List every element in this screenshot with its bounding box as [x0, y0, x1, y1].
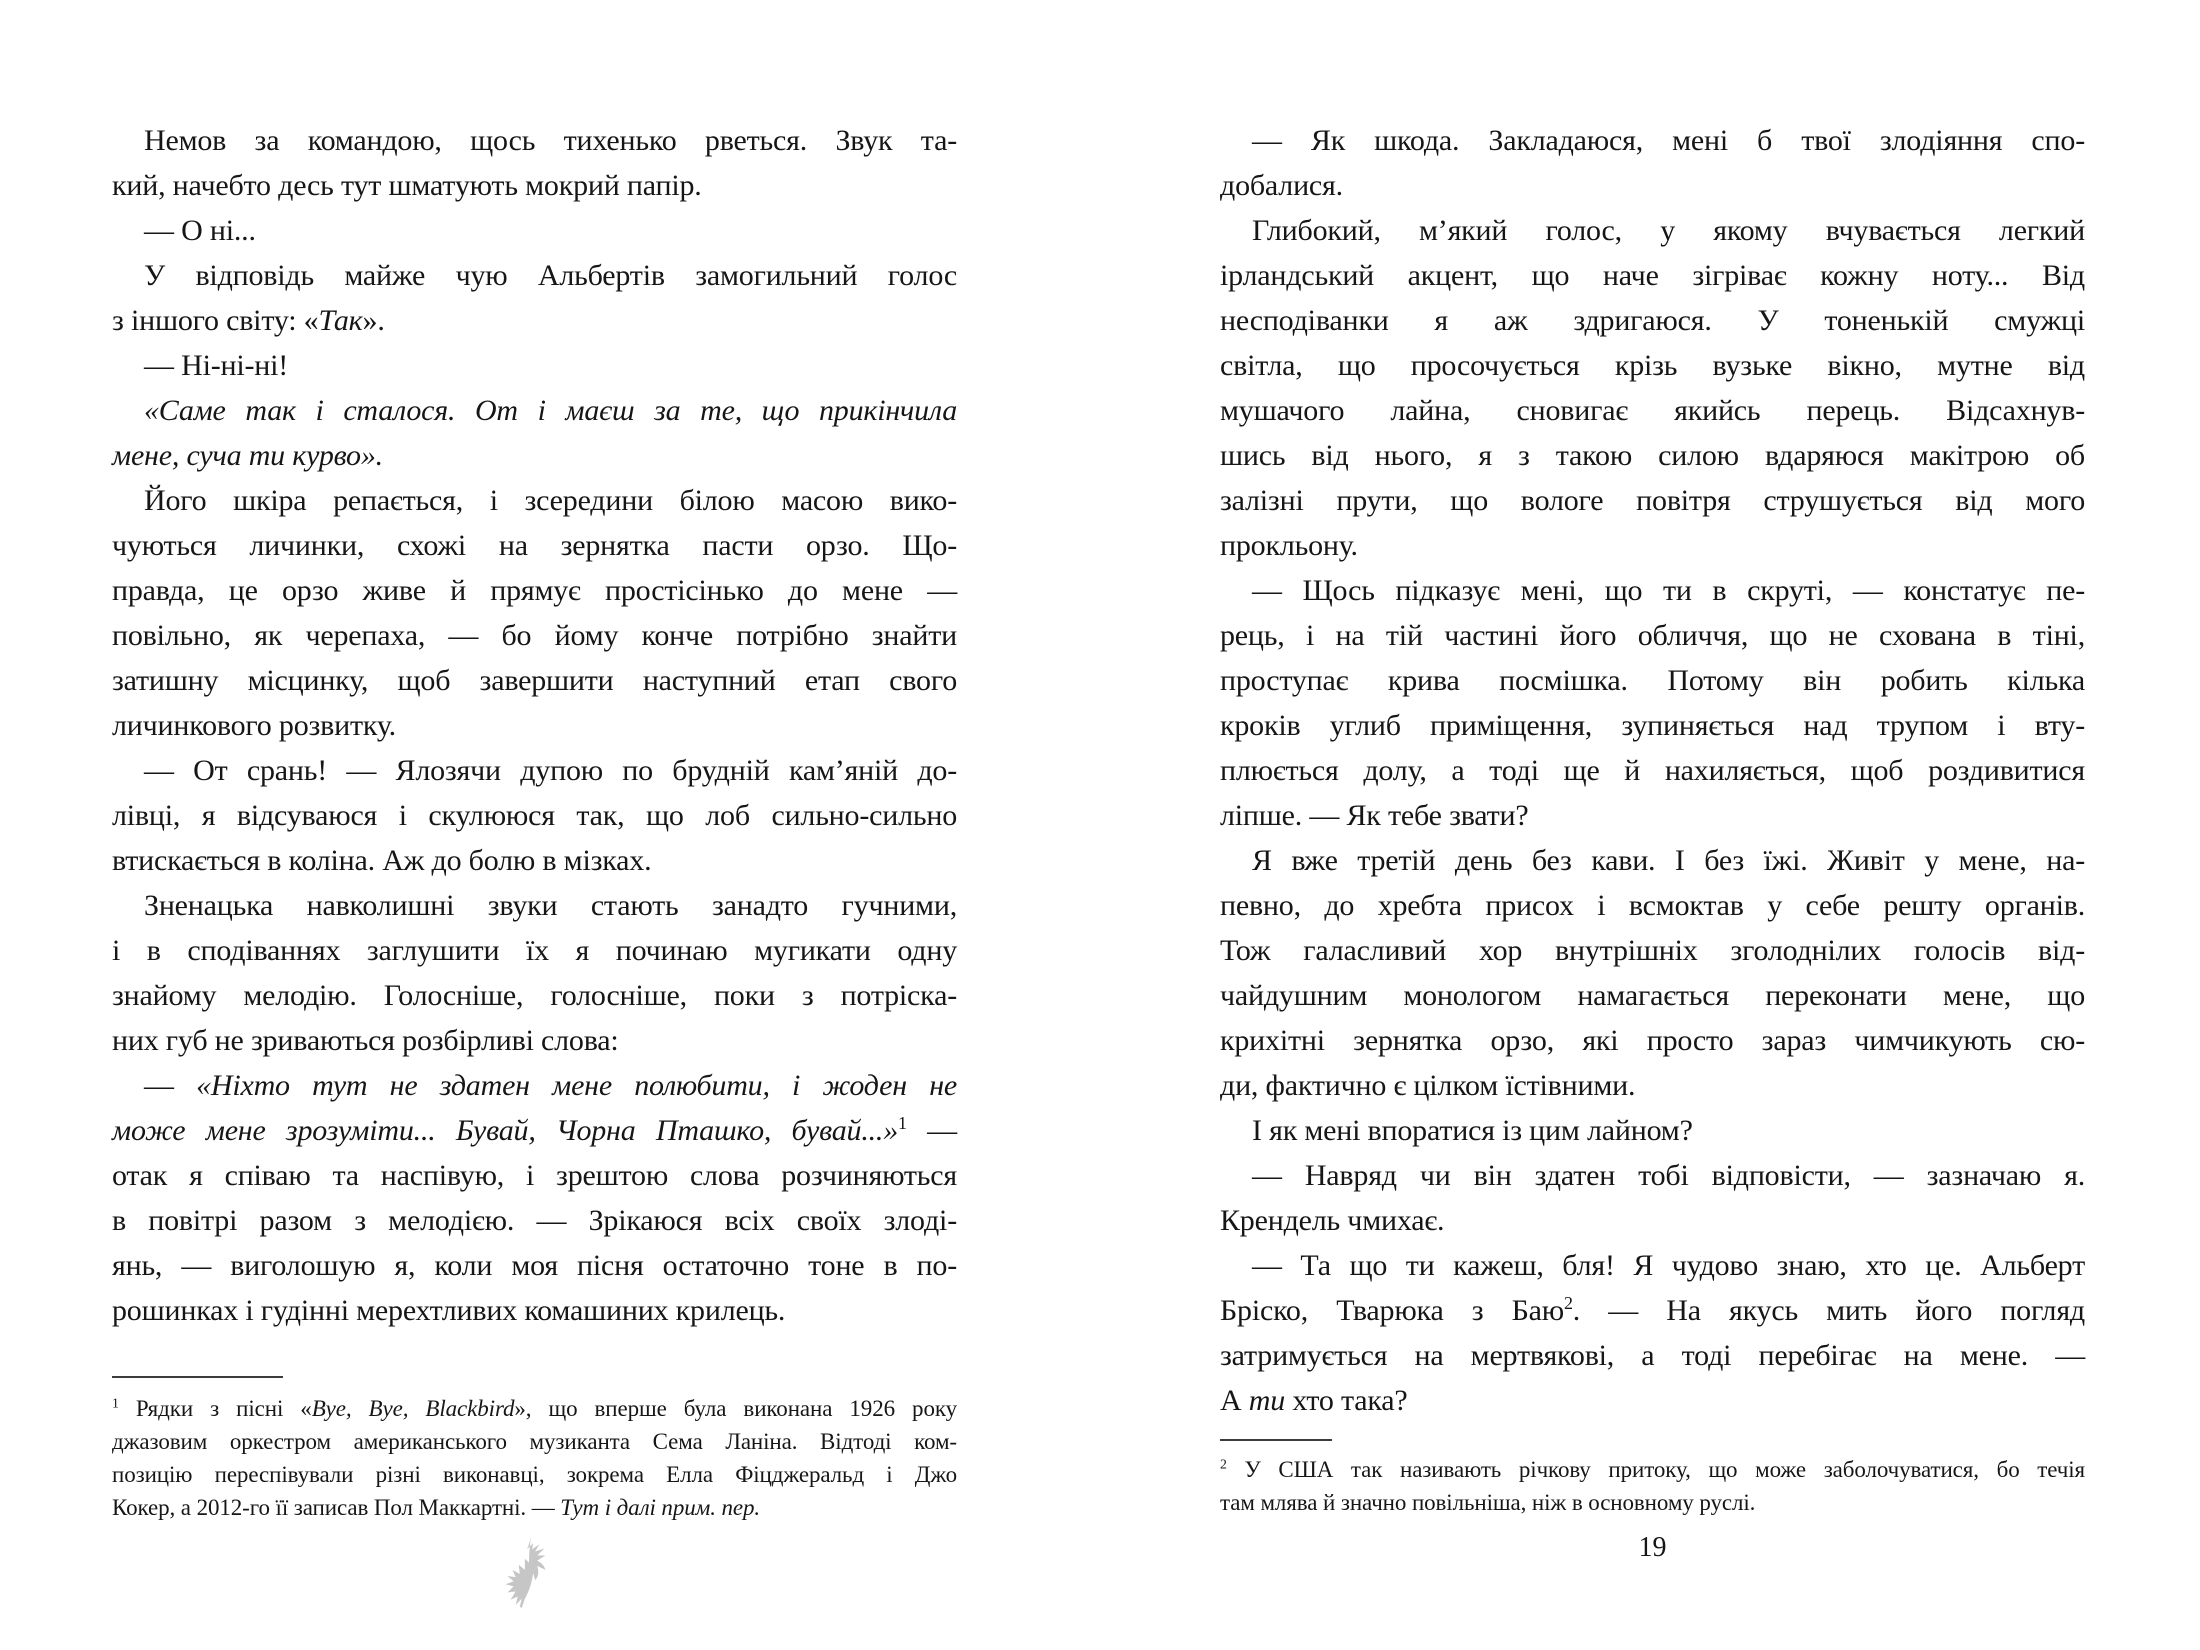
text-line: добалися.	[1220, 169, 1343, 202]
text-line: ірландський акцент, що наче зігріває кожну ноту... Від	[1220, 259, 2085, 292]
page-number: 19	[1638, 1532, 1667, 1563]
right-page-body-text	[1220, 118, 2085, 1423]
text-line: мене, суча ти курво».	[112, 439, 383, 472]
left-footnote	[112, 1392, 957, 1524]
text-line: і в сподіваннях заглушити їх я починаю мугикати одну	[112, 934, 957, 967]
text-line: Бріско, Тварюка з Баю$^2$. — На якусь мить його погляд	[1220, 1293, 2085, 1327]
text-line: світла, що просочується крізь вузьке вікно, мутне від	[1220, 349, 2085, 382]
right-footnote	[1220, 1453, 2085, 1519]
text-line: прокльону.	[1220, 529, 1358, 562]
left-footnote-divider	[112, 1376, 283, 1378]
text-line: проступає крива посмішка. Потому він робить кілька	[1220, 664, 2085, 697]
text-line: Його шкіра репається, і зсередини білою масою вико-	[144, 484, 957, 517]
text-line: шись від нього, я з такою силою вдаряюся макітрою об	[1220, 439, 2085, 472]
text-line: янь, — виголошую я, коли моя пісня остаточно тоне в по-	[112, 1249, 957, 1282]
text-line: Я вже третій день без кави. І без їжі. Живіт у мене, на-	[1252, 844, 2085, 877]
text-line: певно, до хребта присох і всмоктав у себе решту органів.	[1220, 889, 2085, 922]
text-line: плюється долу, а тоді ще й нахиляється, щоб роздивитися	[1220, 754, 2085, 787]
text-line: лівці, я відсуваюся і скулююся так, що лоб сильно-сильно	[112, 799, 957, 832]
text-line: рошинках і гудінні мерехтливих комашиних крилець.	[112, 1294, 786, 1327]
text-line: — О ні...	[144, 214, 256, 247]
text-line: Тож галасливий хор внутрішніх зголоднілих голосів від-	[1220, 934, 2085, 967]
text-line: личинкового розвитку.	[112, 709, 396, 742]
text-line: ліпше. — Як тебе звати?	[1220, 799, 1529, 832]
text-line: кий, начебто десь тут шматують мокрий папір.	[112, 169, 702, 202]
text-line: затишну місцинку, щоб завершити наступний етап свого	[112, 664, 957, 697]
right-footnote-divider	[1220, 1439, 1332, 1441]
text-line: може мене зрозуміти... Бувай, Чорна Пташко, бувай...»$^1$ —	[112, 1113, 957, 1147]
flying-bird-icon	[500, 1534, 558, 1612]
text-line: — Ні-ні-ні!	[144, 349, 289, 382]
text-line: з іншого світу: «Так».	[112, 304, 385, 337]
text-line: $^2$ У США так називають річкову притоку, що може заболочуватися, бо течія	[1220, 1456, 2085, 1482]
text-line: Немов за командою, щось тихенько рветься. Звук та-	[144, 124, 957, 157]
text-line: в повітрі разом з мелодією. — Зрікаюся всіх своїх злоді-	[112, 1204, 957, 1237]
text-line: — От срань! — Ялозячи дупою по брудній кам’яній до-	[144, 754, 957, 787]
text-line: І як мені впоратися із цим лайном?	[1252, 1114, 1693, 1147]
text-line: $^1$ Рядки з пісні «Bye, Bye, Blackbird», що вперше була виконана 1926 року	[112, 1395, 957, 1421]
text-line: Глибокий, м’який голос, у якому вчувається легкий	[1252, 214, 2085, 247]
text-line: — Навряд чи він здатен тобі відповісти, — зазначаю я.	[1252, 1159, 2085, 1192]
text-line: залізні прути, що вологе повітря струшується від мого	[1220, 484, 2085, 517]
text-line: А ти хто така?	[1220, 1384, 1408, 1417]
text-line: Кокер, а 2012-го її записав Пол Маккартні. — Тут і далі прим. пер.	[112, 1495, 761, 1520]
text-line: крихітні зернятка орзо, які просто зараз чимчикують сю-	[1220, 1024, 2085, 1057]
text-line: — Щось підказує мені, що ти в скруті, — констатує пе-	[1252, 574, 2085, 607]
text-line: — Як шкода. Закладаюся, мені б твої злодіяння спо-	[1252, 124, 2085, 157]
text-line: «Саме так і сталося. От і маєш за те, що прикінчила	[144, 394, 957, 427]
text-line: позицію переспівували різні виконавці, зокрема Елла Фіцджеральд і Джо	[112, 1462, 957, 1487]
flying-bird-ornament	[500, 1534, 558, 1612]
text-line: Крендель чмихає.	[1220, 1204, 1445, 1237]
text-line: несподіванки я аж здригаюся. У тоненькій смужці	[1220, 304, 2085, 337]
text-line: там млява й значно повільніша, ніж в основному руслі.	[1220, 1490, 1756, 1515]
text-line: чайдушним монологом намагається переконати мене, що	[1220, 979, 2085, 1012]
text-line: втискається в коліна. Аж до болю в мізках.	[112, 844, 652, 877]
right-page	[1100, 0, 2200, 1650]
text-line: них губ не зриваються розбірливі слова:	[112, 1024, 619, 1057]
text-line: — «Ніхто тут не здатен мене полюбити, і жоден не	[144, 1069, 957, 1102]
text-line: отак я співаю та наспівую, і зрештою слова розчиняються	[112, 1159, 957, 1192]
text-line: чуються личинки, схожі на зернятка пасти орзо. Що-	[112, 529, 957, 562]
text-line: джазовим оркестром американського музиканта Сема Ланіна. Відтоді ком-	[112, 1429, 957, 1454]
text-line: ди, фактично є цілком їстівними.	[1220, 1069, 1636, 1102]
left-page-body-text	[112, 118, 957, 1333]
text-line: правда, це орзо живе й прямує простісінько до мене —	[112, 574, 957, 607]
text-line: мушачого лайна, сновигає якийсь перець. Відсахнув-	[1220, 394, 2085, 427]
text-line: У відповідь майже чую Альбертів замогильний голос	[144, 259, 957, 292]
text-line: — Та що ти кажеш, бля! Я чудово знаю, хто це. Альберт	[1252, 1249, 2085, 1282]
text-line: знайому мелодію. Голосніше, голосніше, поки з потріска-	[112, 979, 957, 1012]
text-line: Зненацька навколишні звуки стають занадто гучними,	[144, 889, 957, 922]
text-line: затримується на мертвякові, а тоді перебігає на мене. —	[1220, 1339, 2085, 1372]
text-line: повільно, як черепаха, — бо йому конче потрібно знайти	[112, 619, 957, 652]
text-line: рець, і на тій частині його обличчя, що не схована в тіні,	[1220, 619, 2085, 652]
text-line: кроків углиб приміщення, зупиняється над трупом і вту-	[1220, 709, 2085, 742]
